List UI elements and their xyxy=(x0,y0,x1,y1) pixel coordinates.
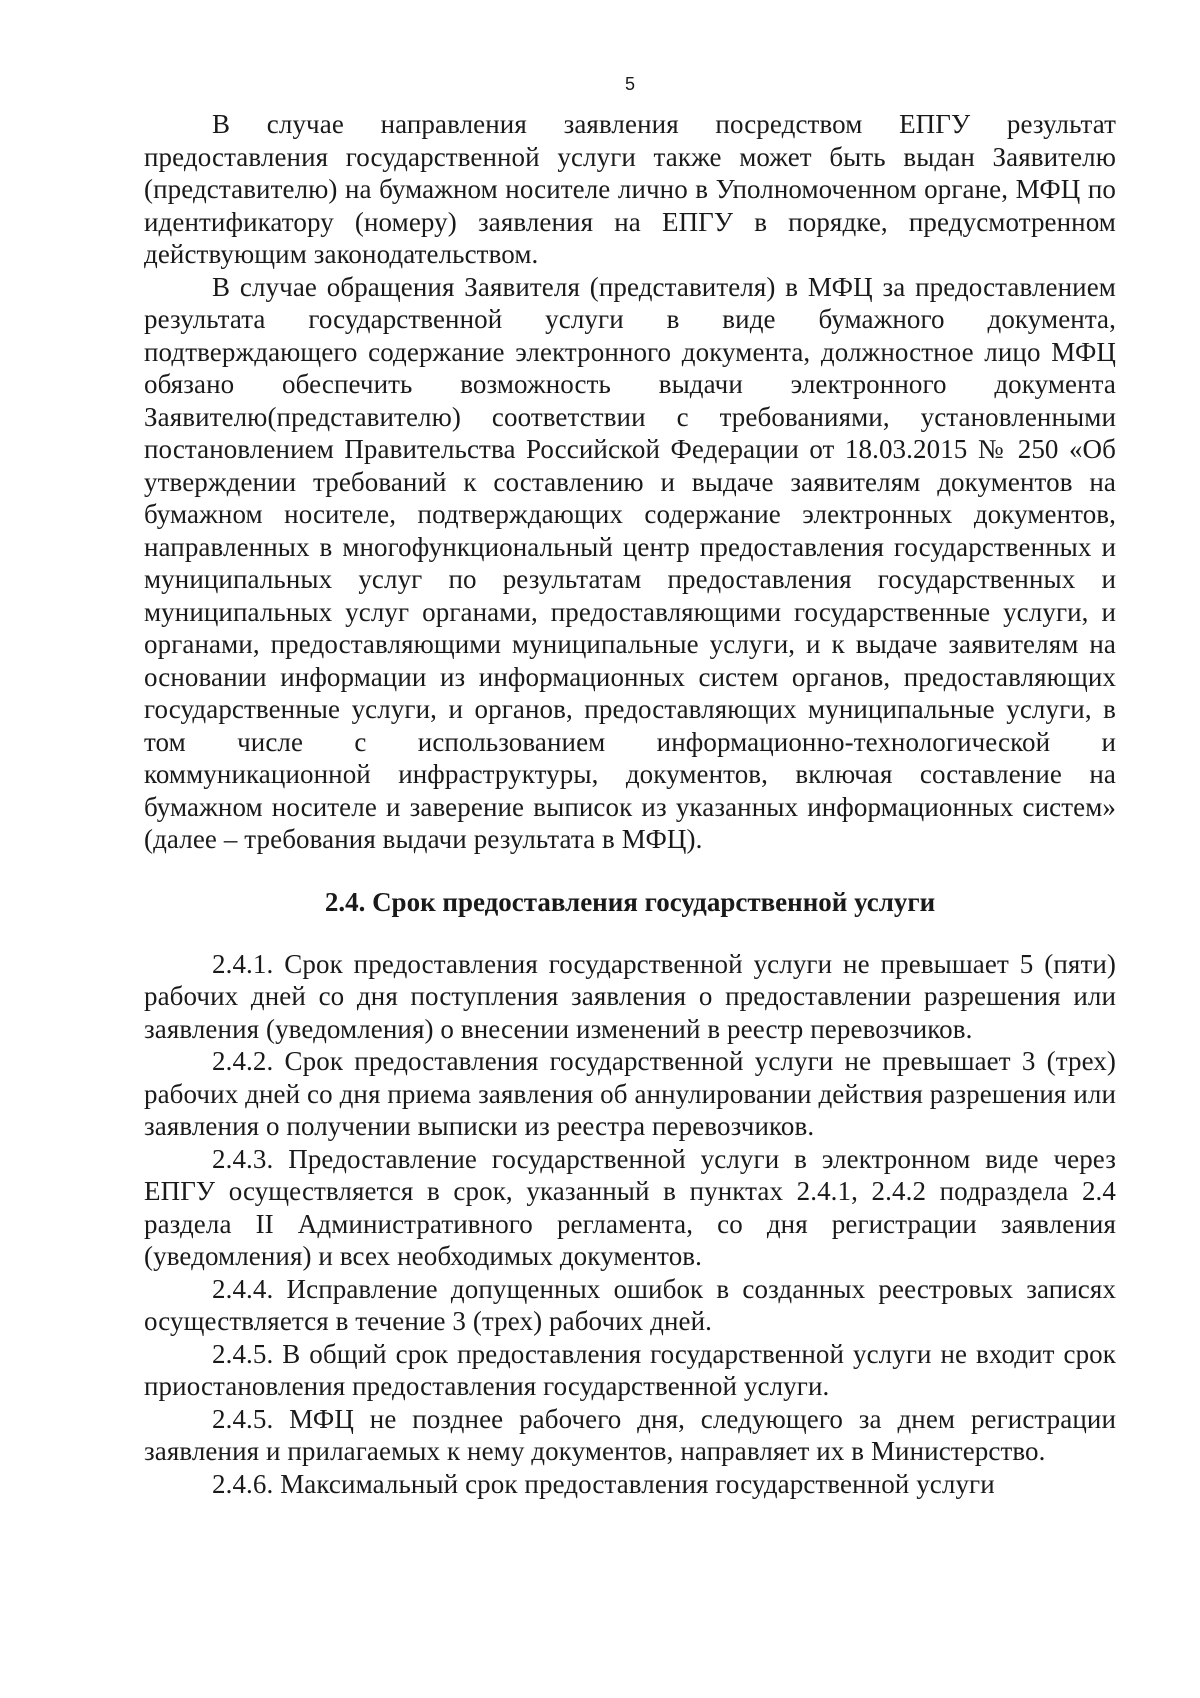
section-heading: 2.4. Срок предоставления государственной услуги xyxy=(324,886,936,917)
paragraph-2-4-4: 2.4.4. Исправление допущенных ошибок в созданных реестровых записях осуществляется в течение 3 (трех) рабочих дней. xyxy=(144,1273,1116,1336)
paragraph-2-4-6: 2.4.6. Максимальный срок предоставления государственной услуги xyxy=(212,1468,995,1499)
paragraph-2-4-3: 2.4.3. Предоставление государственной услуги в электронном виде через ЕПГУ осуществляется в срок, указанный в пунктах 2.4.1, 2.4.2 подраздела 2.4 раздела II Административного регламента, со дня регистрации заявления (уведомления) и всех необходимых документов. xyxy=(144,1143,1116,1271)
paragraph-2-4-5-a: 2.4.5. В общий срок предоставления государственной услуги не входит срок приостановления предоставления государственной услуги. xyxy=(144,1338,1116,1401)
paragraph-epgu-result: В случае направления заявления посредством ЕПГУ результат предоставления государственной услуги также может быть выдан Заявителю (представителю) на бумажном носителе лично в Уполномоченном органе, МФЦ по идентификатору (номеру) заявления на ЕПГУ в порядке, предусмотренном действующим законодательством. xyxy=(144,109,1116,269)
paragraph-2-4-2: 2.4.2. Срок предоставления государственной услуги не превышает 3 (трех) рабочих дней со дня приема заявления об аннулировании действия разрешения или заявления о получении выписки из реестра перевозчиков. xyxy=(144,1046,1116,1141)
paragraph-2-4-1: 2.4.1. Срок предоставления государственной услуги не превышает 5 (пяти) рабочих дней со дня поступления заявления о предоставлении разрешения или заявления (уведомления) о внесении изменений в реестр перевозчиков. xyxy=(144,948,1116,1044)
page-number: 5 xyxy=(624,74,635,94)
paragraph-mfc-paper-document: В случае обращения Заявителя (представителя) в МФЦ за предоставлением результата государственной услуги в виде бумажного документа, подтверждающего содержание электронного документа, должностное лицо МФЦ обязано обеспечить возможность выдачи электронного документа Заявителю(представителю) соответствии с требованиями, установленными постановлением Правительства Российской Федерации от 18.03.2015 № 250 «Об утверждении требований к составлению и выдаче заявителям документов на бумажном носителе, подтверждающих содержание электронных документов, направленных в многофункциональный центр предоставления государственных и муниципальных услуг по результатам предоставления государственных и муниципальных услуг органами, предоставляющими государственные услуги, и органами, предоставляющими муниципальные услуги, и к выдаче заявителям на основании информации из информационных систем органов, предоставляющих государственные услуги, и органов, предоставляющих муниципальные услуги, в том числе с использованием информационно-технологической и коммуникационной инфраструктуры, документов, включая составление на бумажном носителе и заверение выписок из указанных информационных систем» (далее – требования выдачи результата в МФЦ). xyxy=(144,271,1116,854)
paragraph-2-4-5-b: 2.4.5. МФЦ не позднее рабочего дня, следующего за днем регистрации заявления и прилагаемых к нему документов, направляет их в Министерство. xyxy=(144,1403,1116,1466)
